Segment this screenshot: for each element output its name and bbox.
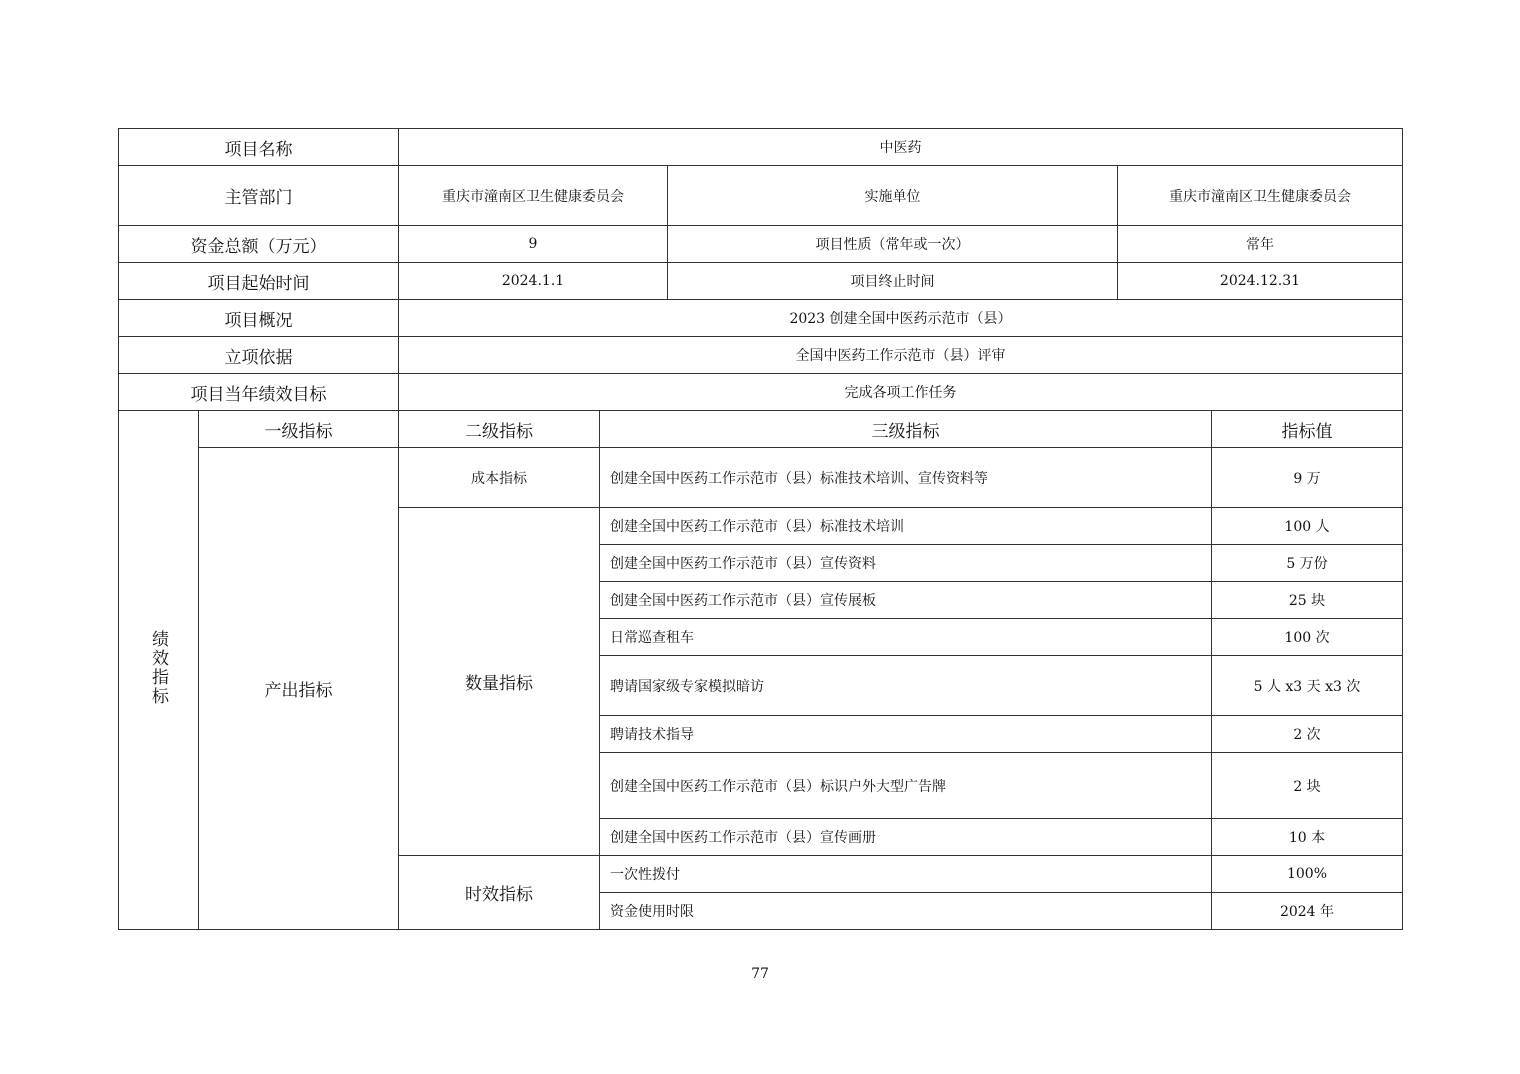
- indicator-value: 10 本: [1212, 819, 1403, 856]
- impl-value: 重庆市潼南区卫生健康委员会: [1118, 166, 1403, 226]
- indicator-item: 创建全国中医药工作示范市（县）标准技术培训、宣传资料等: [600, 448, 1212, 508]
- nature-label: 项目性质（常年或一次）: [668, 226, 1118, 263]
- indicator-item: 一次性拨付: [600, 856, 1212, 893]
- page-number: 77: [751, 966, 769, 982]
- end-value: 2024.12.31: [1118, 263, 1403, 300]
- indicator-value: 100 人: [1212, 508, 1403, 545]
- indicator-item: 日常巡查租车: [600, 619, 1212, 656]
- start-label: 项目起始时间: [119, 263, 399, 300]
- fund-value: 9: [399, 226, 668, 263]
- dept-value: 重庆市潼南区卫生健康委员会: [399, 166, 668, 226]
- indicator-item: 创建全国中医药工作示范市（县）标识户外大型广告牌: [600, 753, 1212, 819]
- perf-section-label-cell: [119, 411, 199, 930]
- indicator-item: 聘请国家级专家模拟暗访: [600, 656, 1212, 716]
- overview-label: 项目概况: [119, 300, 399, 337]
- row-perf-header: [119, 411, 1403, 448]
- header-level1: 一级指标: [199, 411, 399, 448]
- header-level2: 二级指标: [399, 411, 600, 448]
- indicator-value: 25 块: [1212, 582, 1403, 619]
- level1-output: 产出指标: [199, 448, 399, 930]
- performance-table-document: [118, 128, 1402, 930]
- start-value: 2024.1.1: [399, 263, 668, 300]
- row-basis: [119, 337, 1403, 374]
- header-value: 指标值: [1212, 411, 1403, 448]
- basis-value: 全国中医药工作示范市（县）评审: [399, 337, 1403, 374]
- indicator-value: 2 次: [1212, 716, 1403, 753]
- impl-label: 实施单位: [668, 166, 1118, 226]
- row-goal: [119, 374, 1403, 411]
- basis-label: 立项依据: [119, 337, 399, 374]
- level2-cost: 成本指标: [399, 448, 600, 508]
- row-dates: [119, 263, 1403, 300]
- indicator-value: 5 人 x3 天 x3 次: [1212, 656, 1403, 716]
- indicator-item: 创建全国中医药工作示范市（县）宣传资料: [600, 545, 1212, 582]
- indicator-item: 创建全国中医药工作示范市（县）宣传展板: [600, 582, 1212, 619]
- row-overview: [119, 300, 1403, 337]
- indicator-value: 100 次: [1212, 619, 1403, 656]
- project-name-value: 中医药: [399, 129, 1403, 166]
- goal-value: 完成各项工作任务: [399, 374, 1403, 411]
- indicator-item: 创建全国中医药工作示范市（县）标准技术培训: [600, 508, 1212, 545]
- indicator-value: 100%: [1212, 856, 1403, 893]
- header-level3: 三级指标: [600, 411, 1212, 448]
- row-fund: [119, 226, 1403, 263]
- end-label: 项目终止时间: [668, 263, 1118, 300]
- project-performance-table: [118, 128, 1403, 930]
- perf-section-label: 绩效指标: [148, 630, 168, 706]
- nature-value: 常年: [1118, 226, 1403, 263]
- row-project-name: [119, 129, 1403, 166]
- dept-label: 主管部门: [119, 166, 399, 226]
- table-row: [119, 448, 1403, 508]
- goal-label: 项目当年绩效目标: [119, 374, 399, 411]
- level2-timeliness: 时效指标: [399, 856, 600, 930]
- indicator-value: 5 万份: [1212, 545, 1403, 582]
- indicator-item: 创建全国中医药工作示范市（县）宣传画册: [600, 819, 1212, 856]
- indicator-value: 2 块: [1212, 753, 1403, 819]
- fund-label: 资金总额（万元）: [119, 226, 399, 263]
- indicator-value: 9 万: [1212, 448, 1403, 508]
- indicator-item: 聘请技术指导: [600, 716, 1212, 753]
- indicator-item: 资金使用时限: [600, 893, 1212, 930]
- level2-quantity: 数量指标: [399, 508, 600, 856]
- overview-value: 2023 创建全国中医药示范市（县）: [399, 300, 1403, 337]
- row-department: [119, 166, 1403, 226]
- project-name-label: 项目名称: [119, 129, 399, 166]
- indicator-value: 2024 年: [1212, 893, 1403, 930]
